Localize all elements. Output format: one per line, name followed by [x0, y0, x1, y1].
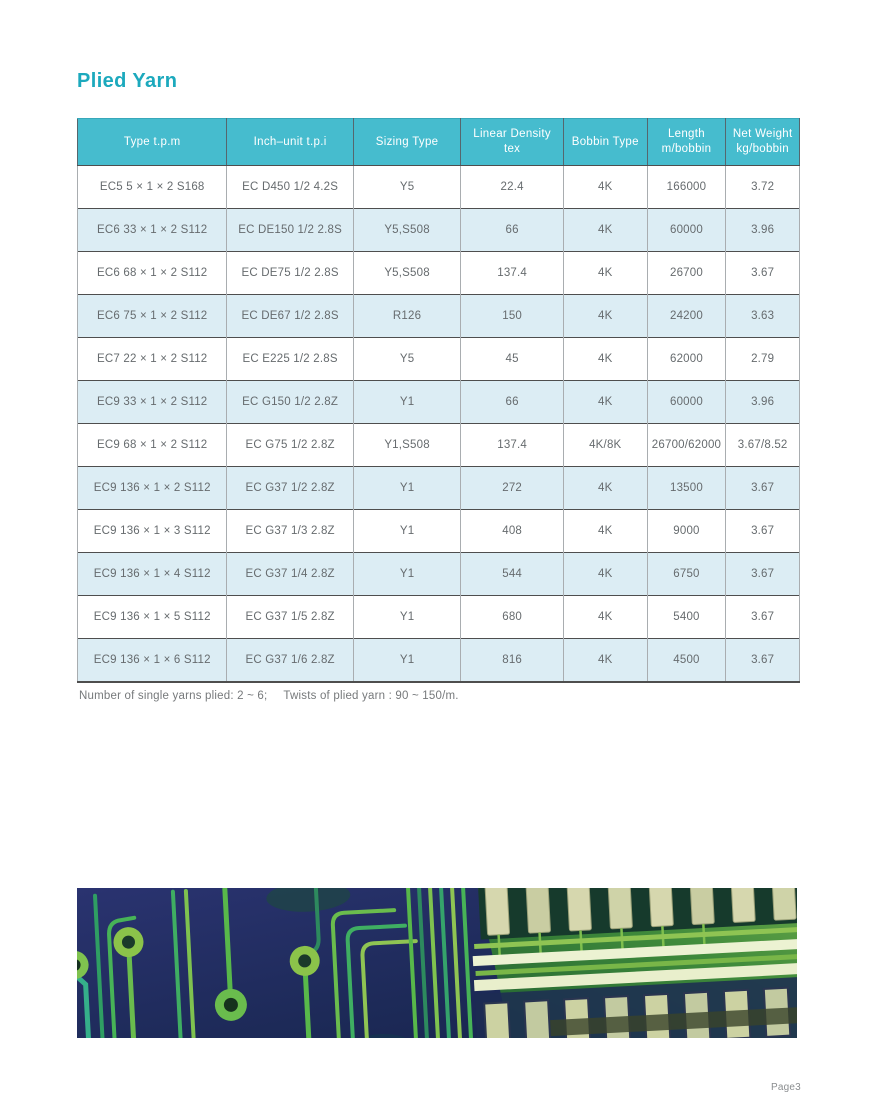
cell: 4K: [563, 467, 647, 510]
cell: 3.67: [726, 252, 800, 295]
cell: 408: [461, 510, 564, 553]
cell: 3.67: [726, 639, 800, 683]
table-row: [78, 510, 800, 553]
cell: EC G37 1/5 2.8Z: [227, 596, 353, 639]
header-cell: Length m/bobbin: [647, 119, 726, 166]
table-row: [78, 424, 800, 467]
cell: EC D450 1/2 4.2S: [227, 166, 353, 209]
cell: 137.4: [461, 424, 564, 467]
cell: 680: [461, 596, 564, 639]
table-row: [78, 252, 800, 295]
cell: 45: [461, 338, 564, 381]
cell: 3.96: [726, 381, 800, 424]
table-row: [78, 295, 800, 338]
cell: 4500: [647, 639, 726, 683]
cell: R126: [353, 295, 461, 338]
cell: 4K/8K: [563, 424, 647, 467]
table-row: [78, 596, 800, 639]
table-row: [78, 381, 800, 424]
table-row: [78, 467, 800, 510]
cell: 4K: [563, 553, 647, 596]
cell: EC9 136 × 1 × 6 S112: [78, 639, 227, 683]
cell: Y1: [353, 639, 461, 683]
cell: 4K: [563, 166, 647, 209]
cell: Y1: [353, 596, 461, 639]
cell: Y1: [353, 553, 461, 596]
table-row: [78, 166, 800, 209]
cell: EC9 136 × 1 × 5 S112: [78, 596, 227, 639]
table-body: [78, 166, 800, 683]
cell: 4K: [563, 639, 647, 683]
cell: 24200: [647, 295, 726, 338]
cell: Y1: [353, 467, 461, 510]
table-row: [78, 209, 800, 252]
page-number: Page3: [771, 1082, 801, 1093]
cell: 4K: [563, 252, 647, 295]
footnote-part2: Twists of plied yarn : 90 ~ 150/m.: [283, 690, 459, 702]
cell: 66: [461, 209, 564, 252]
cell: 3.67: [726, 596, 800, 639]
cell: EC G37 1/2 2.8Z: [227, 467, 353, 510]
cell: 3.72: [726, 166, 800, 209]
cell: 3.67: [726, 467, 800, 510]
cell: 4K: [563, 381, 647, 424]
cell: 13500: [647, 467, 726, 510]
cell: 62000: [647, 338, 726, 381]
plied-yarn-table: [77, 118, 800, 683]
cell: EC9 136 × 1 × 2 S112: [78, 467, 227, 510]
cell: EC DE67 1/2 2.8S: [227, 295, 353, 338]
cell: EC6 33 × 1 × 2 S112: [78, 209, 227, 252]
cell: Y5,S508: [353, 209, 461, 252]
cell: 26700: [647, 252, 726, 295]
cell: EC9 33 × 1 × 2 S112: [78, 381, 227, 424]
cell: EC G37 1/6 2.8Z: [227, 639, 353, 683]
cell: EC DE150 1/2 2.8S: [227, 209, 353, 252]
cell: 4K: [563, 295, 647, 338]
cell: 3.63: [726, 295, 800, 338]
cell: 60000: [647, 209, 726, 252]
header-cell: Bobbin Type: [563, 119, 647, 166]
cell: EC9 136 × 1 × 3 S112: [78, 510, 227, 553]
cell: EC7 22 × 1 × 2 S112: [78, 338, 227, 381]
table-row: [78, 639, 800, 683]
footnote: [79, 690, 459, 702]
table-row: [78, 553, 800, 596]
cell: 3.96: [726, 209, 800, 252]
cell: EC G37 1/3 2.8Z: [227, 510, 353, 553]
cell: EC E225 1/2 2.8S: [227, 338, 353, 381]
cell: EC G37 1/4 2.8Z: [227, 553, 353, 596]
cell: 26700/62000: [647, 424, 726, 467]
table-header-row: [78, 119, 800, 166]
cell: EC6 75 × 1 × 2 S112: [78, 295, 227, 338]
cell: 2.79: [726, 338, 800, 381]
page-title: Plied Yarn: [77, 70, 178, 92]
cell: 137.4: [461, 252, 564, 295]
table-row: [78, 338, 800, 381]
footnote-part1: Number of single yarns plied: 2 ~ 6;: [79, 690, 268, 702]
cell: 4K: [563, 510, 647, 553]
header-cell: Sizing Type: [353, 119, 461, 166]
cell: EC DE75 1/2 2.8S: [227, 252, 353, 295]
cell: 166000: [647, 166, 726, 209]
cell: 66: [461, 381, 564, 424]
cell: EC5 5 × 1 × 2 S168: [78, 166, 227, 209]
cell: 60000: [647, 381, 726, 424]
header-cell: Linear Density tex: [461, 119, 564, 166]
circuit-board-photo: [77, 888, 797, 1038]
cell: 6750: [647, 553, 726, 596]
cell: 3.67/8.52: [726, 424, 800, 467]
cell: Y5: [353, 338, 461, 381]
cell: 4K: [563, 209, 647, 252]
cell: EC6 68 × 1 × 2 S112: [78, 252, 227, 295]
cell: 150: [461, 295, 564, 338]
cell: EC G75 1/2 2.8Z: [227, 424, 353, 467]
cell: Y5: [353, 166, 461, 209]
cell: EC9 136 × 1 × 4 S112: [78, 553, 227, 596]
cell: 3.67: [726, 510, 800, 553]
cell: 4K: [563, 338, 647, 381]
cell: EC9 68 × 1 × 2 S112: [78, 424, 227, 467]
cell: 816: [461, 639, 564, 683]
cell: Y1: [353, 381, 461, 424]
header-cell: Net Weight kg/bobbin: [726, 119, 800, 166]
cell: 22.4: [461, 166, 564, 209]
cell: 9000: [647, 510, 726, 553]
cell: Y5,S508: [353, 252, 461, 295]
cell: 272: [461, 467, 564, 510]
header-cell: Type t.p.m: [78, 119, 227, 166]
cell: EC G150 1/2 2.8Z: [227, 381, 353, 424]
cell: 544: [461, 553, 564, 596]
header-cell: Inch–unit t.p.i: [227, 119, 353, 166]
cell: 4K: [563, 596, 647, 639]
cell: 3.67: [726, 553, 800, 596]
cell: 5400: [647, 596, 726, 639]
cell: Y1,S508: [353, 424, 461, 467]
cell: Y1: [353, 510, 461, 553]
